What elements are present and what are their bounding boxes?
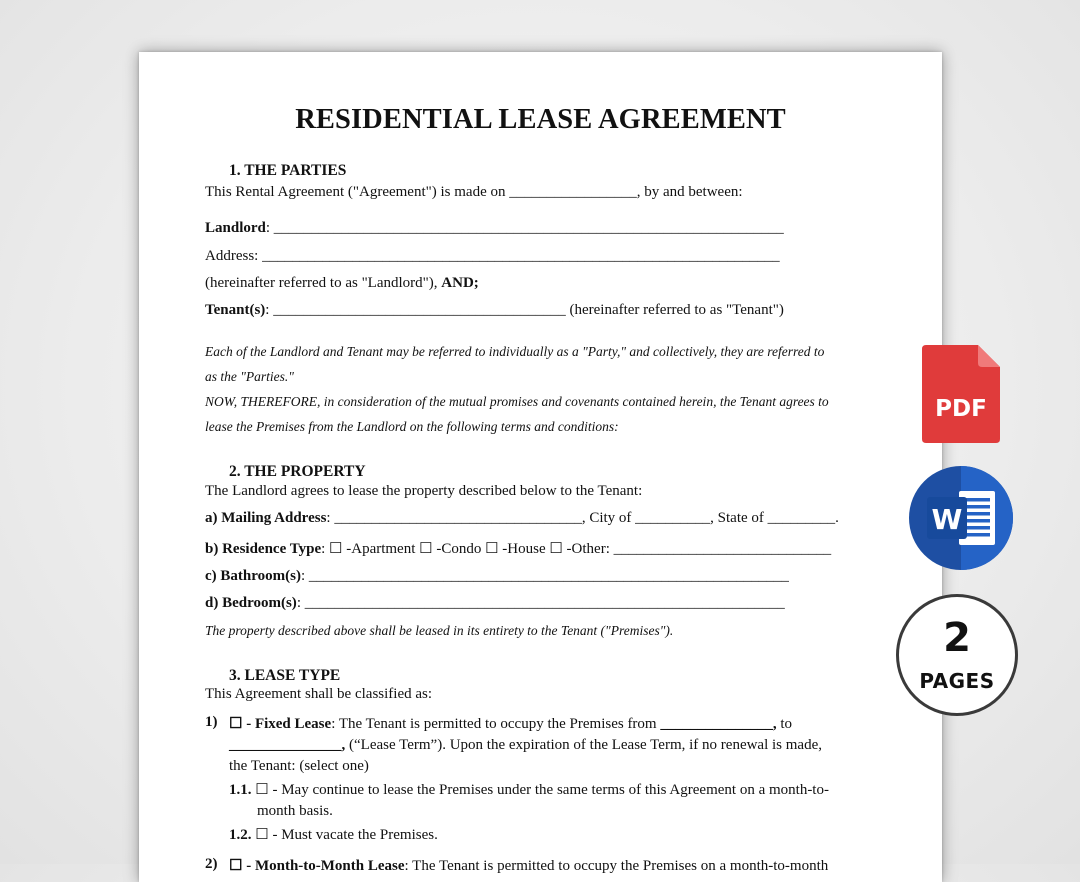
and-text: AND; [441, 275, 479, 291]
fixed-lease-term-text: (“Lease Term”). Upon the expiration of the Lease Term, if no renewal is made, [345, 737, 822, 753]
item-2-number: 2) [205, 856, 218, 872]
month-to-month-label: ☐ - Month-to-Month Lease [229, 858, 405, 874]
section-2-intro: The Landlord agrees to lease the property described below to the Tenant: [205, 483, 643, 499]
residence-type-label: b) Residence Type [205, 541, 322, 557]
mailing-address-blank: : _________________________________, City of __________, State of _________. [326, 510, 839, 526]
section-3-intro: This Agreement shall be classified as: [205, 686, 433, 702]
landlord-label: Landlord [205, 220, 266, 236]
fixed-lease-label: ☐ - Fixed Lease [229, 716, 332, 732]
mailing-address-label: a) Mailing Address [205, 510, 327, 526]
month-to-month-text: : The Tenant is permitted to occupy the Premises on a month-to-month [404, 858, 829, 874]
fixed-lease-text: : The Tenant is permitted to occupy the Premises from [331, 716, 661, 732]
address-line: Address: _____________________________________________________________________ [205, 248, 780, 264]
pages-count: 2 [943, 615, 971, 661]
document-title: RESIDENTIAL LEASE AGREEMENT [295, 104, 786, 135]
word-letter: W [931, 503, 963, 536]
fixed-lease-end-blank: _______________, [229, 737, 346, 753]
sub-item-1-2 [229, 825, 438, 844]
sub-item-1-1-line-2: month basis. [257, 803, 333, 819]
pdf-file-shape [922, 345, 1000, 443]
parties-italic-2: as the "Parties." [205, 369, 294, 384]
tenant-blank: : _______________________________________ (hereinafter referred to as "Tenant") [265, 302, 784, 318]
hereinafter-text: (hereinafter referred to as "Landlord"), [205, 275, 442, 291]
sub-item-1-1 [229, 780, 829, 799]
sub-item-1-1-text: ☐ - May continue to lease the Premises under the same terms of this Agreement on a month-to- [251, 782, 829, 798]
sub-item-1-2-number: 1.2. [229, 827, 252, 843]
tenant-label: Tenant(s) [205, 302, 266, 318]
parties-italic-1: Each of the Landlord and Tenant may be referred to individually as a "Party," and collectively, they are referred to [205, 344, 825, 359]
property-italic: The property described above shall be leased in its entirety to the Tenant ("Premises"). [205, 623, 674, 638]
month-to-month-line [229, 856, 828, 875]
tenant-line [205, 302, 784, 319]
section-3-heading: 3. LEASE TYPE [229, 667, 341, 684]
bathrooms-blank: : ________________________________________________________________ [300, 568, 789, 584]
bedrooms-blank: : ________________________________________________________________ [296, 595, 785, 611]
landlord-line [205, 220, 784, 237]
fixed-lease-start-blank: _______________, [660, 716, 777, 732]
residence-type-line [205, 539, 831, 558]
bathrooms-line [205, 568, 789, 585]
fixed-lease-to: to [776, 716, 793, 732]
sub-item-1-1-number: 1.1. [229, 782, 252, 798]
fixed-lease-line-2 [229, 737, 822, 754]
section-1-intro: This Rental Agreement ("Agreement") is made on _________________, by and between: [205, 184, 743, 200]
hereinafter-line [205, 275, 479, 292]
bedrooms-label: d) Bedroom(s) [205, 595, 297, 611]
fixed-lease-line-3: the Tenant: (select one) [229, 758, 369, 774]
residence-type-options: : ☐ -Apartment ☐ -Condo ☐ -House ☐ -Other: _____________________________ [321, 541, 832, 557]
item-1-number: 1) [205, 714, 218, 730]
landlord-blank: : ____________________________________________________________________ [265, 220, 784, 236]
fixed-lease-line [229, 714, 792, 733]
pdf-file-icon [922, 345, 1000, 443]
section-2-heading: 2. THE PROPERTY [229, 463, 366, 480]
mailing-address-line [205, 510, 839, 527]
parties-italic-3: NOW, THEREFORE, in consideration of the mutual promises and covenants contained herein, the Tenant agrees to [205, 394, 829, 409]
document-page [139, 52, 942, 882]
pdf-label: PDF [935, 396, 987, 422]
sub-item-1-2-text: ☐ - Must vacate the Premises. [251, 827, 438, 843]
parties-italic-4: lease the Premises from the Landlord on the following terms and conditions: [205, 419, 619, 434]
word-icon-shape [907, 465, 1015, 571]
pages-label: PAGES [919, 669, 995, 693]
bedrooms-line [205, 595, 785, 612]
word-document-icon [907, 465, 1015, 571]
bathrooms-label: c) Bathroom(s) [205, 568, 301, 584]
section-1-heading: 1. THE PARTIES [229, 162, 347, 179]
pages-count-badge [896, 594, 1018, 716]
